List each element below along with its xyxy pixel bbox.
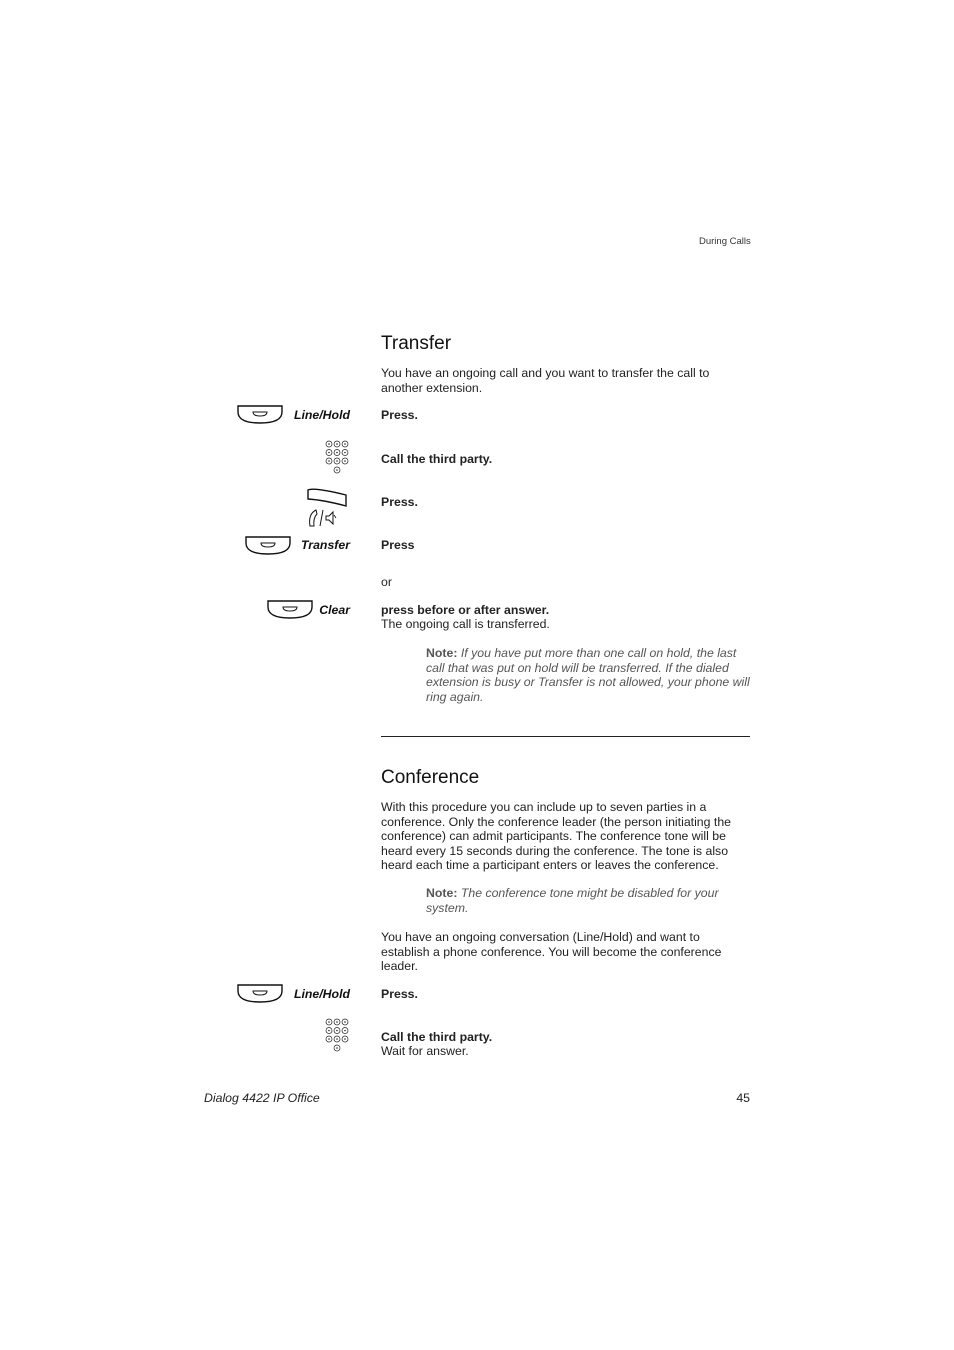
clear-key-label: Clear <box>319 603 350 617</box>
section-divider <box>381 736 750 737</box>
note-text: The conference tone might be disabled for your system. <box>426 886 719 915</box>
note-label: Note: <box>426 646 458 660</box>
transfer-key-label: Transfer <box>301 538 350 552</box>
transfer-step-5-sub: The ongoing call is transferred. <box>381 617 550 631</box>
conference-step-2-sub: Wait for answer. <box>381 1044 469 1058</box>
transfer-step-4: Press <box>381 538 415 552</box>
transfer-step-1: Press. <box>381 408 418 422</box>
keypad-icon <box>325 1018 351 1054</box>
conference-heading: Conference <box>381 767 480 788</box>
conference-intro-2: You have an ongoing conversation (Line/Hold) and want to establish a phone conference. You will become the conference leader. <box>381 930 722 974</box>
transfer-step-3: Press. <box>381 495 418 509</box>
note-text: If you have put more than one call on hold, the last call that was put on hold will be transferred. If the dialed extension is busy or Transfer is not allowed, your phone will ring again. <box>426 646 750 704</box>
transfer-heading: Transfer <box>381 333 452 354</box>
keypad-icon <box>325 440 351 476</box>
line-hold-key-label: Line/Hold <box>293 408 350 422</box>
transfer-or: or <box>381 575 392 589</box>
conference-step-1: Press. <box>381 987 418 1001</box>
line-hold-key-label: Line/Hold <box>293 987 350 1001</box>
transfer-step-5: press before or after answer. <box>381 603 550 617</box>
transfer-intro: You have an ongoing call and you want to transfer the call to another extension. <box>381 366 710 395</box>
transfer-step-2: Call the third party. <box>381 452 493 466</box>
conference-note <box>426 886 752 915</box>
page-number: 45 <box>736 1091 750 1105</box>
transfer-note <box>426 646 752 704</box>
footer-title: Dialog 4422 IP Office <box>204 1091 320 1105</box>
running-header: During Calls <box>699 236 751 247</box>
conference-step-2: Call the third party. <box>381 1030 493 1044</box>
note-label: Note: <box>426 886 458 900</box>
handset-speaker-icon <box>304 486 350 530</box>
conference-intro: With this procedure you can include up to seven parties in a conference. Only the conference leader (the person initiating the conference) can admit participants. The conference tone will be heard every 15 seconds during the conference. The tone is also heard each time a participant enters or leaves the conference. <box>381 800 731 873</box>
